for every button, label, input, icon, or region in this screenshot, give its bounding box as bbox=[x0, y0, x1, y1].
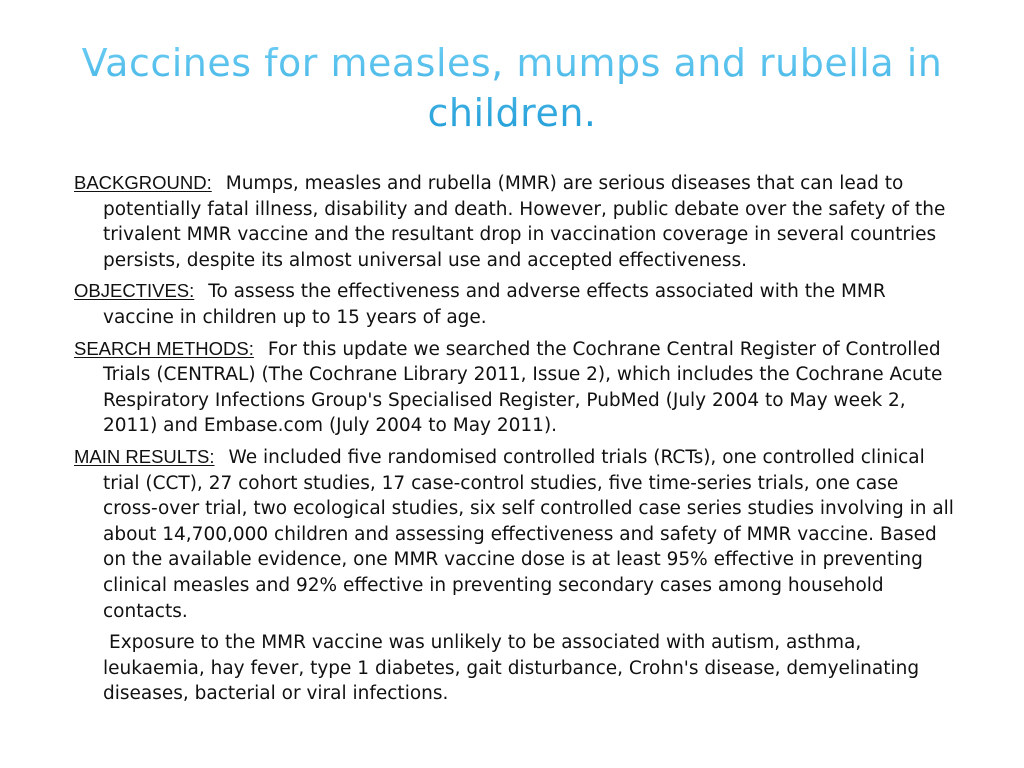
main-results-paragraph bbox=[74, 444, 954, 624]
search-methods-paragraph bbox=[74, 336, 954, 439]
slide-title: Vaccines for measles, mumps and rubella in children. bbox=[40, 38, 984, 138]
background-text: Mumps, measles and rubella (MMR) are serious diseases that can lead to potentially fatal illness, disability and death. However, public debate over the safety of the trivalent MMR vaccine and the resultant drop in vaccination coverage in several countries persists, despite its almost universal use and accepted effectiveness. bbox=[103, 173, 946, 271]
main-results-continuation bbox=[74, 630, 954, 707]
background-paragraph bbox=[74, 170, 954, 273]
slide-body bbox=[74, 170, 954, 712]
objectives-paragraph bbox=[74, 278, 954, 330]
search-methods-text: For this update we searched the Cochrane Central Register of Controlled Trials (CENTRAL) (The Cochrane Library 2011, Issue 2), which includes the Cochrane Acute Respiratory Infections Group's Specialised Register, PubMed (July 2004 to May week 2, 2011) and Embase.com (July 2004 to May 2011). bbox=[103, 338, 943, 437]
objectives-label: OBJECTIVES: bbox=[74, 280, 195, 302]
main-results-label: MAIN RESULTS: bbox=[74, 445, 215, 467]
background-label: BACKGROUND: bbox=[74, 172, 212, 193]
search-methods-label: SEARCH METHODS: bbox=[74, 337, 254, 359]
main-results-continuation-text: Exposure to the MMR vaccine was unlikely to be associated with autism, asthma, leukaemia, hay fever, type 1 diabetes, gait disturbance, Crohn's disease, demyelinating diseases, bacterial or viral infections. bbox=[103, 632, 920, 705]
objectives-text: To assess the effectiveness and adverse effects associated with the MMR vaccine in children up to 15 years of age. bbox=[103, 281, 886, 328]
main-results-text: We included five randomised controlled trials (RCTs), one controlled clinical trial (CCT), 27 cohort studies, 17 case-control studies, five time-series trials, one case cross-over trial, two ecological studies, six self controlled case series studies involving in all about 14,700,000 children and assessing effectiveness and safety of MMR vaccine. Based on the available evidence, one MMR vaccine dose is at least 95% effective in preventing clinical measles and 92% effective in preventing secondary cases among household contacts. bbox=[103, 446, 954, 622]
